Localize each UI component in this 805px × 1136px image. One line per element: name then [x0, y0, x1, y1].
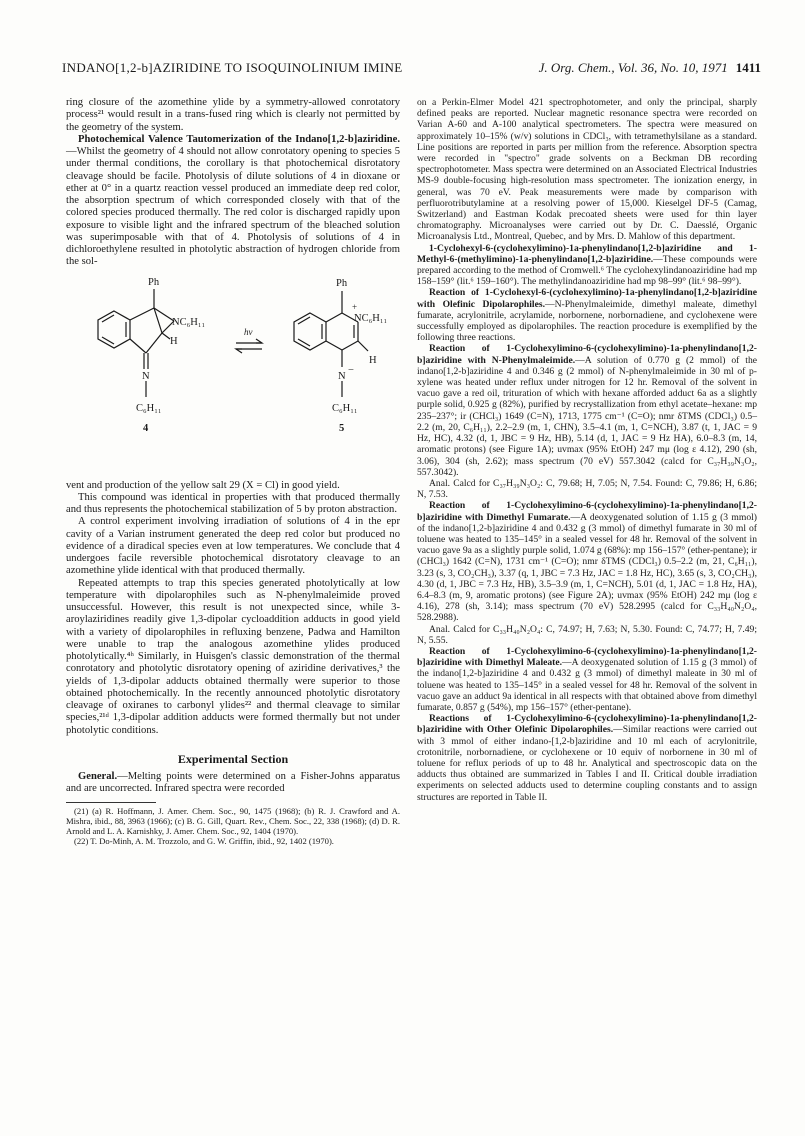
paragraph-body: —A deoxygenated solution of 1.15 g (3 mmol) of the indano[1,2-b]aziridine 4 and 0.432 g (3 mmol) of dimethyl maleate in 30 ml of toluene was heated to 135–145° in a sealed vessel for 48 hr. Removal of the solvent in vacuo gave an adduct 9a identical in all respects with that obtained above from dimethyl fumarate, 0.857 g (54%), mp 156–157° (ether-pentane).: [417, 657, 757, 713]
section-heading: Experimental Section: [177, 751, 289, 766]
compound-number-4: 4: [143, 422, 149, 434]
paragraph-body: —Similar reactions were carried out with 3 mmol of either indano-[1,2-b]aziridine and 10 ml each of acrylonitrile, crotonitrile, norbornadiene, or cyclohexene or 10 equiv of norbornene in 30 ml of toluene for reflux periods of up to 48 hr. Analytical and spectroscopic data on the adducts thus obtained are summarized in Tables I and II. Critical double irradiation experiments on selected adducts used to determine coupling constants and to assign structures are reported in Table II.: [417, 724, 758, 803]
run-in-heading: Photochemical Valence Tautomerization of the Indano[1,2-b]aziridine.: [78, 133, 400, 145]
right-column: [417, 97, 757, 803]
phenyl-label: Ph: [336, 277, 348, 289]
footnote-22: (22) T. Do-Minh, A. M. Trozzolo, and G. W. Griffin, ibid., 92, 1402 (1970).: [74, 836, 334, 847]
running-header: [62, 60, 761, 80]
negative-charge: −: [348, 364, 354, 376]
benzene-ring-right: [294, 313, 326, 350]
run-in-heading: Reaction of 1-Cyclohexylimino-6-(cyclohexylimino)-1a-phenylindano[1,2-b]aziridine with Dimethyl Fumarate.: [417, 500, 757, 523]
paragraph-body: —Melting points were determined on a Fisher-Johns apparatus and are uncorrected. Infrared spectra were recorded: [66, 771, 400, 795]
nc6h11-label: NC₆H₁₁: [354, 312, 388, 324]
paragraph: Repeated attempts to trap this species generated photolytically at low temperature with dipolarophiles such as N-phenylmaleimide proved unsuccessful. However, this result is not unexpected since, while 3-aroylaziridines readily give 1,3-dipolar cycloaddition adducts in good yield with a variety of dipolarophiles in refluxing benzene, Padwa and Hamilton were unable to trap the analogous azomethine ylides produced photolytically.⁴ʰ Similarly, in Huisgen's classic demonstration of the thermal conrotatory and photolytic disrotatory opening of aziridine derivatives,³ the yields of 1,3-dipolar adducts obtained thermally were superior to those obtained photochemically. In the recently announced photolytic disrotatory cleavage of oxiranes to carbonyl ylides²² and thermal cleavage to similar species,²¹ᵈ 1,3-dipolar addition adducts were formed thermally but not under photolytic conditions.: [66, 577, 400, 736]
footnote-rule: [66, 802, 156, 803]
light-symbol: hν: [244, 326, 253, 337]
run-in-heading: Reactions of 1-Cyclohexylimino-6-(cyclohexylimino)-1a-phenylindano[1,2-b]aziridine with Other Olefinic Dipolarophiles.: [417, 713, 757, 736]
nc6h11-label: NC₆H₁₁: [172, 316, 206, 328]
left-column: [66, 97, 400, 846]
positive-charge: +: [352, 301, 358, 312]
paragraph-body: —A deoxygenated solution of 1.15 g (3 mmol) of the indano[1,2-b]aziridine 4 and 0.432 g (3 mmol) of dimethyl fumarate in 30 ml of toluene was heated to 135–145° in a sealed vessel for 48 hr. Removal of the solvent in vacuo gave 9a as a slightly purple solid, 1.074 g (68%): mp 156–157° (ether-pentane); ir (CHCl₃) 1642 (C=N), 1731 cm⁻¹ (C=O); nmr δTMS (CDCl₃) 0.5–2.2 (m, 21, C₆H₁₁), 3.23 (s, 3, CO₂CH₃), 3.37 (q, 1, JBC = 7.3 Hz, JAC = 1.8 Hz, HC), 3.65 (s, 3, CO₂CH₃), 4.30 (d, 1, JBC = 7.3 Hz, HB), 3.5–3.9 (m, 1, C=NCH), 5.01 (d, 1, JAC = 1.8 Hz, HA), 6.4–8.3 (m, 9, aromatic protons) (see Figure 2A); uvmax (95% EtOH) 242 mμ (log ε 4.16), 278 (sh, 3.14); mass spectrum (70 eV) 528.2995 (calcd for C₃₃H₄₀N₂O₄, 528.2988).: [417, 511, 757, 624]
analysis-line: Anal. Calcd for C₃₃H₄₀N₂O₄: C, 74.97; H, 7.63; N, 5.30. Found: C, 74.77; H, 7.49; N, 5.55.: [417, 623, 757, 646]
phenyl-label: Ph: [148, 276, 160, 288]
hydrogen-label: H: [369, 354, 377, 366]
run-in-heading: General.: [78, 771, 118, 782]
analysis-line: Anal. Calcd for C₃₇H₃₉N₃O₂: C, 79.68; H, 7.05; N, 7.54. Found: C, 79.86; H, 6.86; N, 7.53.: [417, 477, 757, 501]
paragraph: A control experiment involving irradiation of solutions of 4 in the epr cavity of a Varian instrument generated the deep red color but produced no evidence of a diradical species even at low temperatures. We conclude that 4 undergoes facile reversible photochemical disrotatory cleavage to an azomethine ylide identical with that produced thermally.: [66, 516, 400, 577]
run-in-heading: Reaction of 1-Cyclohexylimino-6-(cyclohexylimino)-1a-phenylindano[1,2-b]aziridine with N-Phenylmaleimide.: [417, 343, 757, 366]
paragraph: [417, 500, 757, 623]
cyclohexyl-label: C₆H₁₁: [136, 402, 162, 414]
run-in-heading: Reaction of 1-Cyclohexylimino-6-(cyclohexylimino)-1a-phenylindano[1,2-b]aziridine with Dimethyl Maleate.: [417, 645, 757, 669]
run-in-heading: 1-Cyclohexyl-6-(cyclohexylimino)-1a-phenylindano[1,2-b]aziridine and 1-Methyl-6-(methylimino)-1a-phenylindano[1,2-b]aziridine.: [417, 242, 757, 265]
paragraph-body: —A solution of 0.770 g (2 mmol) of the indano[1,2-b]aziridine 4 and 0.346 g (2 mmol) of N-phenylmaleimide in 30 ml of p-xylene was heated under reflux under nitrogen for 12 hr. Removal of the solvent in vacuo gave a red oil, trituration of which with hexane afforded adduct 6a as a slightly purple solid, 0.925 g (82%), purified by recrystallization from ethyl acetate–hexane: mp 235–237°; ir (CHCl₃) 1649 (C=N), 1713, 1775 cm⁻¹ (C=O); nmr δTMS (CDCl₃) 0.5–2.2 (m, 20, C₆H₁₁), 2.2–2.9 (m, 1, CHN), 3.5–4.1 (m, 1, C=NCH), 3.87 (t, 1, JAC = 9 Hz, HC), 4.32 (d, 1, JBC = 9 Hz, HB), 5.14 (d, 1, JAC = 9 Hz HA), 6.0–8.3 (m, 14, aromatic protons) (see Figure 1A); uvmax (95% EtOH) 247 mμ (log ε 4.12), 290 (sh, 3.06), 304 (sh, 2.62); mass spectrum (70 eV) 557.3042 (calcd for C₃₇H₃₉N₃O₂, 557.3042).: [417, 354, 757, 478]
page-number: 1411: [735, 60, 761, 75]
paragraph: ring closure of the azomethine ylide by a symmetry-allowed conrotatory process²¹ would result in a trans-fused ring which is clearly not permitted by the geometry of the system.: [66, 97, 400, 133]
footnote-21: (21) (a) R. Hoffmann, J. Amer. Chem. Soc., 90, 1475 (1968); (b) R. J. Crawford and A. Mishra, ibid., 88, 3963 (1966); (c) B. G. Gill, Quart. Rev., Chem. Soc., 22, 338 (1968); (d) D. R. Arnold and L. A. Karnishky, J. Amer. Chem. Soc., 92, 1404 (1970).: [66, 805, 400, 836]
paragraph: [417, 646, 757, 713]
paragraph: [66, 134, 400, 269]
compound-number-5: 5: [339, 422, 345, 434]
imine-nitrogen-label: N: [142, 370, 150, 382]
paragraph: [66, 771, 400, 796]
hydrogen-label: H: [170, 335, 178, 347]
journal-name: J. Org. Chem., Vol. 36, No. 10, 1971: [538, 60, 728, 75]
journal-citation: [539, 60, 761, 76]
paragraph: on a Perkin-Elmer Model 421 spectrophotometer, and only the principal, sharply defined peaks are reported. Nuclear magnetic resonance spectra were recorded on Varian A-60 and A-100 analytical spectrometers. The spectra were measured on approximately 10–15% (w/v) solutions in CDCl₃, with tetramethylsilane as a standard. Line positions are reported in parts per million from the reference. Absorption spectra were recorded in "spectro" grade solvents on a Beckman DB recording spectrophotometer. Mass spectra were determined on an Associated Electrical Industries MS-9 double-focusing high-resolution mass spectrometer. The ionization energy, in general, was 70 eV. Peak measurements were made by comparison with perfluorotributylamine at a resolving power of 15,000. Kieselgel DF-5 (Camag, Switzerland) and Eastman Kodak precoated sheets were used for thin layer chromatography. Microanalyses were carried out by Dr. C. Daesslé, Organic Microanalysis Ltd., Montreal, Quebec, and by Mrs. D. Mahlow of this department.: [417, 97, 757, 243]
ylide-nitrogen-label: N: [338, 370, 346, 382]
paragraph: [417, 287, 757, 343]
paragraph: vent and production of the yellow salt 29 (X = Cl) in good yield.: [66, 479, 340, 491]
cyclohexyl-label: C₆H₁₁: [332, 402, 358, 414]
paragraph: [417, 713, 757, 803]
paragraph: This compound was identical in properties with that produced thermally and thus represents the photochemical stabilization of 5 by proton abstraction.: [66, 491, 400, 515]
reaction-scheme-drawing: [66, 273, 400, 478]
paragraph-body: —These compounds were prepared according to the method of Cromwell.⁶ The cyclohexylindanoaziridine had mp 158–159° (lit.⁶ 159–160°). The methylindanoaziridine had mp 98–99° (lit.⁶ 98–99°).: [417, 253, 757, 288]
run-in-heading: Reaction of 1-Cyclohexyl-6-(cyclohexylimino)-1a-phenylindano[1,2-b]aziridine with Olefinic Dipolarophiles.: [417, 287, 757, 310]
paragraph: [417, 243, 757, 288]
benzene-ring-left: [98, 311, 130, 348]
paragraph: [417, 343, 757, 477]
paragraph-body: —N-Phenylmaleimide, dimethyl maleate, dimethyl fumarate, acrylonitrile, acrylamide, norbornene, norbornadiene, and cyclohexene were successfully employed as dipolarophiles. The reaction procedure is exemplified by the following three reactions.: [417, 298, 757, 344]
reaction-scheme: [66, 273, 400, 478]
running-title: INDANO[1,2-b]AZIRIDINE TO ISOQUINOLINIUM IMINE: [62, 60, 403, 75]
paragraph-body: —Whilst the geometry of 4 should not allow conrotatory opening to species 5 under thermal conditions, the corollary is that photochemical disrotatory cleavage should be facile. Photolysis of dilute solutions of 4 in dioxane or ether at 0° in a quartz reaction vessel produced an immediate deep red color, the absorption spectrum of which corresponded closely with that of the colored species produced thermally. The red color is discharged rapidly upon exposure to visible light and the infrared spectrum of the bleached solution was superimposable with that of 4. Photolysis of solutions of 4 in dichloroethylene resulted in photolytic abstraction of hydrogen chloride from the sol-: [66, 146, 400, 268]
